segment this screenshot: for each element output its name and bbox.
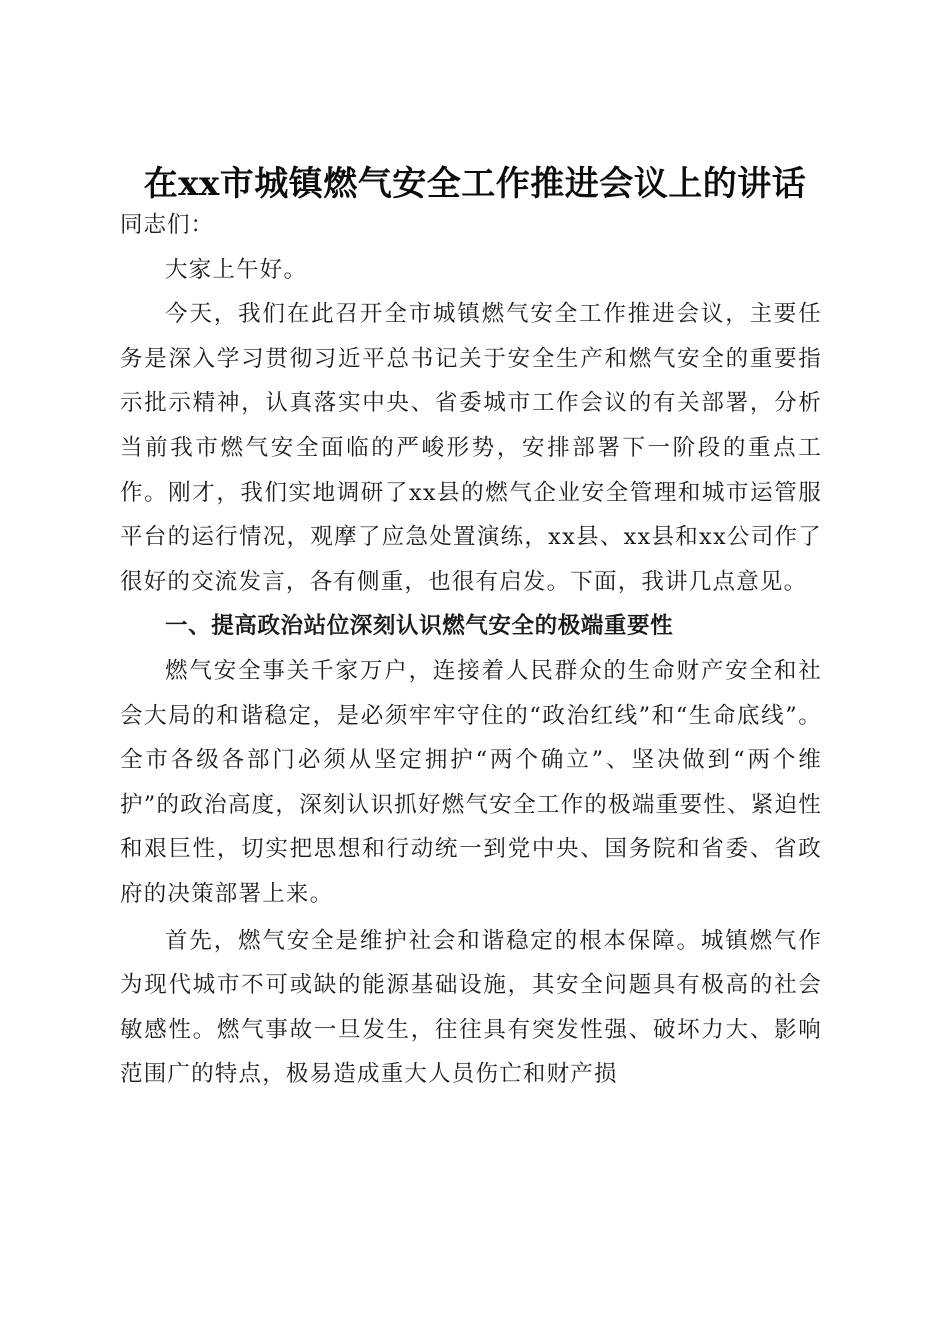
speech-body <box>120 203 822 1097</box>
salutation: 同志们： <box>120 212 215 238</box>
section-1-paragraph-1: 燃气安全事关千家万户，连接着人民群众的生命财产安全和社会大局的和谐稳定，是必须牢牢守住的“政治红线”和“生命底线”。全市各级各部门必须从坚定拥护“两个确立”、坚决做到“两个维护”的政治高度，深刻认识抓好燃气安全工作的极端重要性、紧迫性和艰巨性，切实把思想和行动统一到党中央、国务院和省委、省政府的决策部署上来。 <box>120 657 822 907</box>
section-1-paragraph-2: 首先，燃气安全是维护社会和谐稳定的根本保障。城镇燃气作为现代城市不可或缺的能源基础设施，其安全问题具有极高的社会敏感性。燃气事故一旦发生，往往具有突发性强、破坏力大、影响范围广的特点，极易造成重大人员伤亡和财产损 <box>120 927 822 1088</box>
page-title: 在xx市城镇燃气安全工作推进会议上的讲话 <box>143 163 807 204</box>
section-heading-1: 一、提高政治站位深刻认识燃气安全的极端重要性 <box>165 613 674 640</box>
intro-paragraph: 今天，我们在此召开全市城镇燃气安全工作推进会议，主要任务是深入学习贯彻习近平总书记关于安全生产和燃气安全的重要指示批示精神，认真落实中央、省委城市工作会议的有关部署，分析当前我市燃气安全面临的严峻形势，安排部署下一阶段的重点工作。刚才，我们实地调研了xx县的燃气企业安全管理和城市运管服平台的运行情况，观摩了应急处置演练，xx县、xx县和xx公司作了很好的交流发言，各有侧重，也很有启发。下面，我讲几点意见。 <box>120 301 822 595</box>
greeting-paragraph: 大家上午好。 <box>165 256 308 283</box>
